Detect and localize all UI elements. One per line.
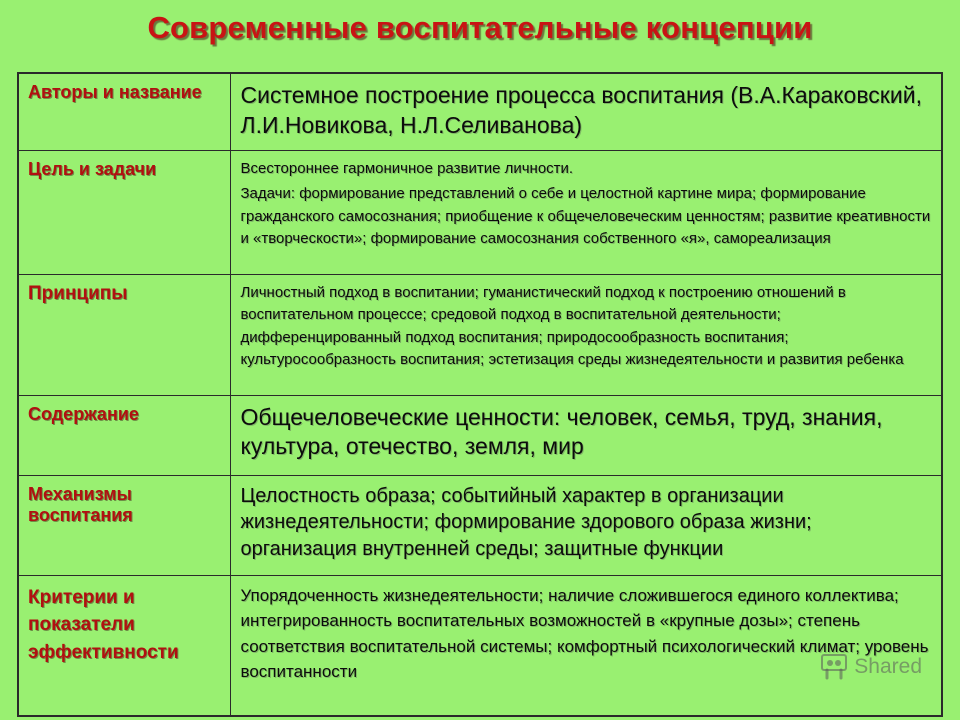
row-label-goals: Цель и задачи: [18, 150, 230, 274]
row-content-content: [230, 395, 942, 475]
watermark-text: Shared: [854, 655, 922, 678]
watermark: [820, 654, 922, 680]
table-row-mechanisms: [18, 475, 942, 575]
row-label-content: Содержание: [18, 395, 230, 475]
row-content-goals: [230, 150, 942, 274]
table-row-authors: [18, 73, 942, 150]
concepts-table: [17, 72, 943, 717]
table-row-criteria: [18, 575, 942, 716]
authors-text: Системное построение процесса воспитания (В.А.Караковский, Л.И.Новикова, Н.Л.Селиванова): [240, 82, 922, 138]
table-row-principles: [18, 274, 942, 395]
tasks-text: Задачи: формирование представлений о себе и целостной картине мира; формирование гражданского самосознания; приобщение к общечеловеческим ценностям; развитие креативности и «творческости»; формирование самосознания собственного «я», самореализация: [240, 185, 931, 247]
goal-text: Всестороннее гармоничное развитие личности.: [240, 159, 574, 177]
row-content-criteria: [230, 575, 942, 716]
content-text: Общечеловеческие ценности: человек, семья, труд, знания, культура, отечество, земля, мир: [240, 403, 883, 460]
mechanisms-text: Целостность образа; событийный характер в организации жизнедеятельности; формирование здорового образа жизни; организация внутренней среды; защитные функции: [240, 484, 812, 560]
row-content-mechanisms: [230, 475, 942, 575]
slideshare-icon: [820, 654, 848, 680]
principles-text: Личностный подход в воспитании; гуманистический подход к построению отношений в воспитательном процессе; средовой подход в воспитательной деятельности; дифференцированный подход воспитания; природосообразность воспитания; культуросообразность воспитания; эстетизация среды жизнедеятельности и развития ребенка: [240, 283, 904, 368]
row-label-principles: Принципы: [18, 274, 230, 395]
criteria-text: Упорядоченность жизнедеятельности; наличие сложившегося единого коллектива; интегрированность воспитательных возможностей в «крупные дозы»; степень соответствия воспитательной системы; комфортный психологический климат; уровень воспитанности: [240, 585, 929, 681]
row-content-principles: [230, 274, 942, 395]
table-row-goals: [18, 150, 942, 274]
slide-title: Современные воспитательные концепции: [147, 10, 813, 45]
row-label-authors: Авторы и название: [18, 73, 230, 150]
row-content-authors: [230, 73, 942, 150]
table-row-content: [18, 395, 942, 475]
row-label-mechanisms: Механизмы воспитания: [18, 475, 230, 575]
row-label-criteria: Критерии и показатели эффективности: [18, 575, 230, 716]
